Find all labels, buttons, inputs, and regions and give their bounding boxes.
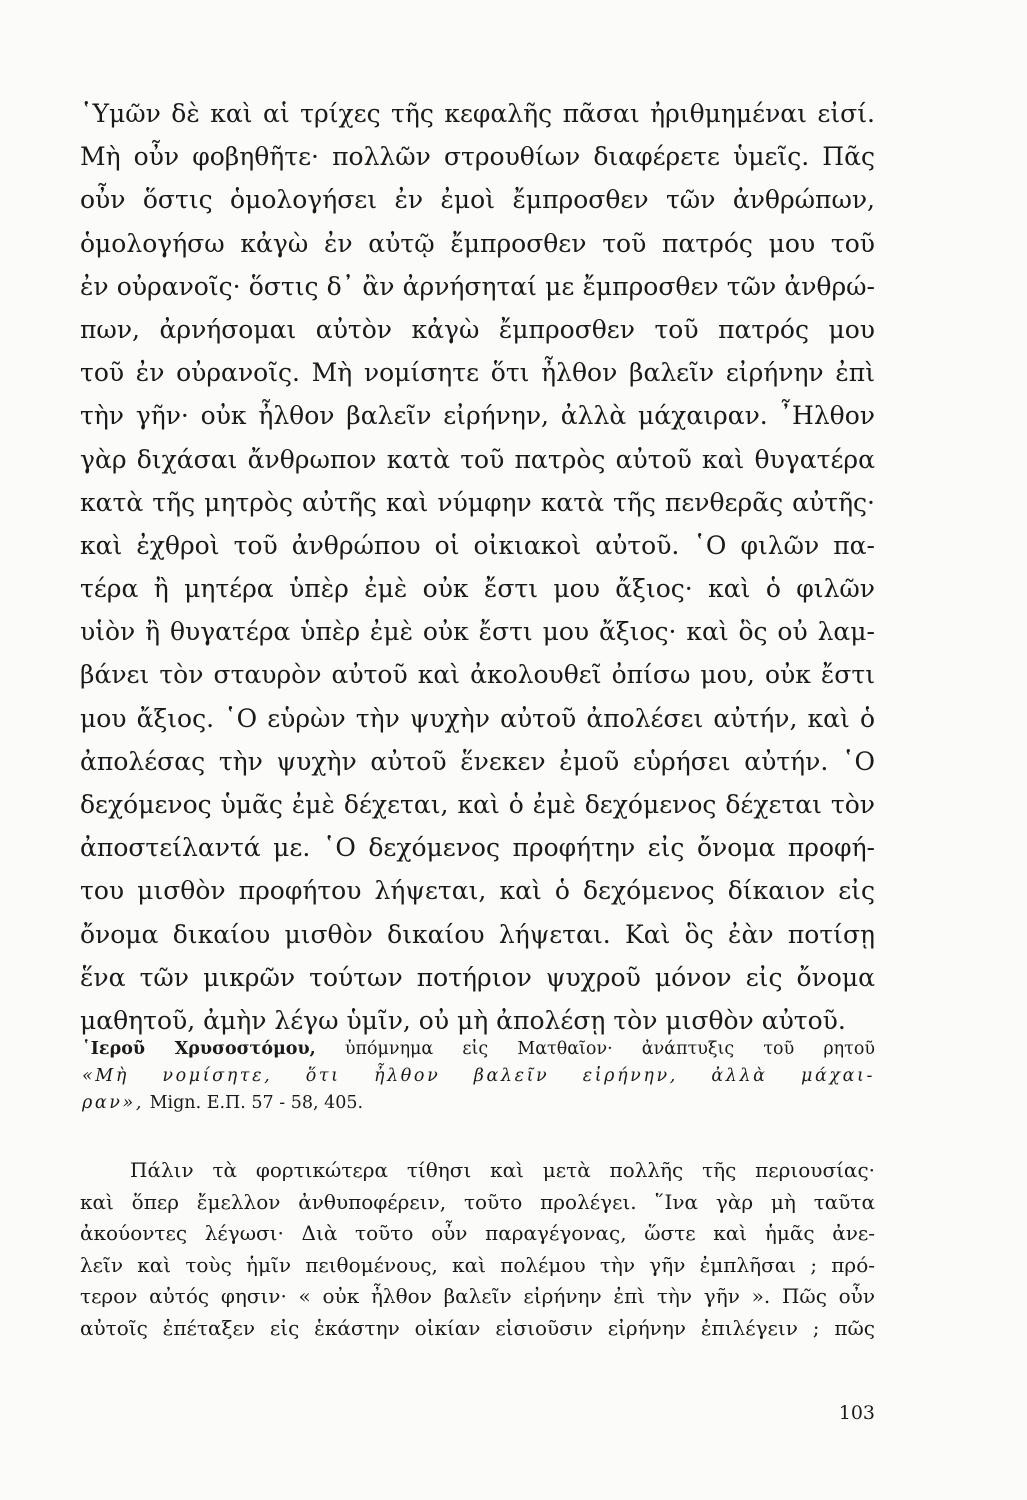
passage-line: βάνει τὸν σταυρὸν αὐτοῦ καὶ ἀκολουθεῖ ὀπίσω μου, οὐκ ἔστι	[80, 660, 875, 690]
passage-line: οὖν ὅστις ὁμολογήσει ἐν ἐμοὶ ἔμπροσθεν τῶν ἀνθρώπων,	[80, 185, 875, 215]
passage-line: ἕνα τῶν μικρῶν τούτων ποτήριον ψυχροῦ μόνον εἰς ὄνομα	[80, 962, 875, 992]
citation-work: ὑπόμνημα εἰς Ματθαῖον· ἀνάπτυξις τοῦ ρητοῦ	[315, 1039, 875, 1059]
source-citation	[82, 1036, 875, 1117]
passage-line: μαθητοῦ, ἀμὴν λέγω ὑμῖν, οὐ μὴ ἀπολέσῃ τὸν μισθὸν αὐτοῦ.	[80, 1005, 846, 1035]
commentary-line: αὐτοῖς ἐπέταξεν εἰς ἑκάστην οἰκίαν εἰσιοῦσιν εἰρήνην ἐπιλέγειν ; πῶς	[80, 1315, 875, 1340]
passage-line: του μισθὸν προφήτου λήψεται, καὶ ὁ δεχόμενος δίκαιον εἰς	[80, 876, 875, 906]
passage-line: ἐν οὐρανοῖς· ὅστις δ᾿ ἂν ἀρνήσηταί με ἔμπροσθεν τῶν ἀνθρώ-	[80, 271, 875, 301]
commentary-paragraph	[80, 1155, 875, 1345]
passage-line: ἀπολέσας τὴν ψυχὴν αὐτοῦ ἕνεκεν ἐμοῦ εὑρήσει αὐτήν. ῾Ο	[80, 746, 875, 776]
passage-line: ὄνομα δικαίου μισθὸν δικαίου λήψεται. Καὶ ὃς ἐὰν ποτίσῃ	[80, 919, 875, 949]
citation-quote: «Μὴ νομίσητε, ὅτι ἦλθον βαλεῖν εἰρήνην, ἀλλὰ μάχαι-	[82, 1066, 875, 1086]
commentary-line: λεῖν καὶ τοὺς ἡμῖν πειθομένους, καὶ πολέμου τὴν γῆν ἐμπλῆσαι ; πρό-	[80, 1252, 875, 1277]
commentary-line: ἀκούοντες λέγωσι· Διὰ τοῦτο οὖν παραγέγονας, ὥστε καὶ ἡμᾶς ἀνε-	[80, 1221, 875, 1246]
commentary-line: τερον αὐτός φησιν· « οὐκ ἦλθον βαλεῖν εἰρήνην ἐπὶ τὴν γῆν ». Πῶς οὖν	[80, 1284, 875, 1309]
commentary-line: καὶ ὅπερ ἔμελλον ἀνθυποφέρειν, τοῦτο προλέγει. ῞Ινα γὰρ μὴ ταῦτα	[80, 1189, 875, 1214]
page-number: 103	[838, 1402, 875, 1424]
citation-line	[82, 1090, 875, 1117]
citation-author: ῾Ιεροῦ Χρυσοστόμου,	[82, 1039, 316, 1059]
passage-line: Μὴ οὖν φοβηθῆτε· πολλῶν στρουθίων διαφέρετε ὑμεῖς. Πᾶς	[80, 142, 875, 172]
citation-line	[82, 1063, 875, 1090]
citation-line	[82, 1036, 875, 1063]
commentary-line: Πάλιν τὰ φορτικώτερα τίθησι καὶ μετὰ πολλῆς τῆς περιουσίας·	[130, 1158, 875, 1182]
citation-reference: Mign. Ε.Π. 57 - 58, 405.	[144, 1093, 364, 1113]
passage-line: τέρα ἢ μητέρα ὑπὲρ ἐμὲ οὐκ ἔστι μου ἄξιος· καὶ ὁ φιλῶν	[80, 574, 875, 604]
passage-line: τὴν γῆν· οὐκ ἦλθον βαλεῖν εἰρήνην, ἀλλὰ μάχαιραν. ῏Ηλθον	[80, 401, 875, 431]
citation-quote-end: ραν»,	[82, 1093, 145, 1113]
passage-line: καὶ ἐχθροὶ τοῦ ἀνθρώπου οἱ οἰκιακοὶ αὐτοῦ. ῾Ο φιλῶν πα-	[80, 530, 875, 560]
passage-line: τοῦ ἐν οὐρανοῖς. Μὴ νομίσητε ὅτι ἦλθον βαλεῖν εἰρήνην ἐπὶ	[80, 358, 875, 388]
passage-line: υἱὸν ἢ θυγατέρα ὑπὲρ ἐμὲ οὐκ ἔστι μου ἄξιος· καὶ ὃς οὐ λαμ-	[80, 617, 875, 647]
passage-line: μου ἄξιος. ῾Ο εὑρὼν τὴν ψυχὴν αὐτοῦ ἀπολέσει αὐτήν, καὶ ὁ	[80, 703, 875, 733]
passage-line: ῾Υμῶν δὲ καὶ αἱ τρίχες τῆς κεφαλῆς πᾶσαι ἠριθμημέναι εἰσί.	[80, 99, 875, 128]
passage-line: δεχόμενος ὑμᾶς ἐμὲ δέχεται, καὶ ὁ ἐμὲ δεχόμενος δέχεται τὸν	[80, 790, 875, 819]
passage-line: ὁμολογήσω κἀγὼ ἐν αὐτῷ ἔμπροσθεν τοῦ πατρός μου τοῦ	[80, 228, 875, 258]
scripture-passage	[80, 92, 875, 1042]
passage-line: πων, ἀρνήσομαι αὐτὸν κἀγὼ ἔμπροσθεν τοῦ πατρός μου	[80, 314, 875, 344]
passage-line: ἀποστείλαντά με. ῾Ο δεχόμενος προφήτην εἰς ὄνομα προφή-	[80, 833, 875, 863]
passage-line: γὰρ διχάσαι ἄνθρωπον κατὰ τοῦ πατρὸς αὐτοῦ καὶ θυγατέρα	[80, 444, 875, 474]
passage-line: κατὰ τῆς μητρὸς αὐτῆς καὶ νύμφην κατὰ τῆς πενθερᾶς αὐτῆς·	[80, 487, 875, 517]
